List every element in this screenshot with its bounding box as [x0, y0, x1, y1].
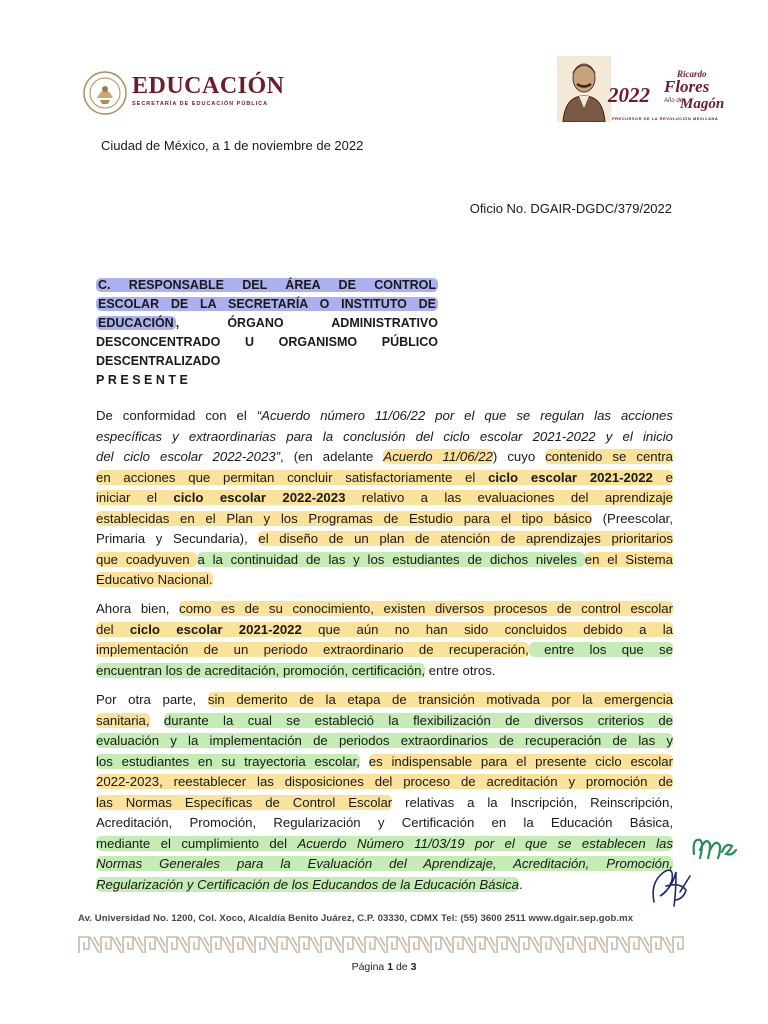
paragraph-2: [96, 599, 673, 681]
highlight-green: los estudiantes en su trayectoria escolar,: [96, 753, 360, 769]
highlight-yellow: que aún no han sido concluidos debido a la: [301, 621, 674, 637]
highlight-yellow: sin demerito de la etapa de transición motivada por la emergencia: [207, 692, 673, 707]
addressee-line-3: , ÓRGANO ADMINISTRATIVO: [175, 316, 438, 330]
highlight-yellow: como es de su conocimiento, existen diversos procesos de control escolar: [179, 601, 673, 616]
year-badge-ano-de: Año de: [664, 98, 684, 104]
highlight-green: a la continuidad de las y los estudiantes de dichos niveles: [197, 551, 585, 567]
handwritten-initials-icon: [688, 832, 740, 864]
text-run: relativas a la Inscripción, Reinscripción,: [392, 794, 673, 810]
text-run: Primaria y Secundaria),: [96, 531, 259, 546]
greca-pattern-icon: [78, 935, 684, 955]
year-badge-year: 2022: [608, 83, 650, 107]
highlight-green: evaluación y la implementación de periodos extraordinarios de recuperación de las y: [96, 733, 673, 748]
footer-address: Av. Universidad No. 1200, Col. Xoco, Alcaldía Benito Juárez, C.P. 03330, CDMX Tel: (55) 3600 2511 www.dgair.sep.gob.mx: [78, 913, 634, 924]
text-run: específicas y extraordinarias para la conclusión del ciclo escolar 2021-2022 y el inicio: [96, 428, 673, 444]
date-line: Ciudad de México, a 1 de noviembre de 2022: [101, 138, 364, 153]
text-run: (Preescolar,: [591, 510, 674, 526]
text-run: Acreditación, Promoción, Regularización y Certificación en la Educación Básica,: [96, 815, 673, 830]
page-prefix: Página: [351, 961, 388, 973]
highlight-green: durante la cual se estableció la flexibilización de diversos criterios de: [163, 712, 673, 728]
highlight-yellow: establecidas en el Plan y los Programas de Estudio para el tipo básico: [96, 510, 592, 526]
highlight-yellow: contenido se centra: [545, 449, 674, 464]
page-number: [0, 961, 768, 973]
highlight-bold: ciclo escolar 2021-2022: [129, 621, 302, 637]
year-badge-magon: Magón: [680, 96, 725, 112]
highlight-yellow: es indispensable para el presente ciclo escolar: [368, 753, 673, 769]
page-total: 3: [410, 961, 417, 973]
page-current: 1: [387, 961, 394, 973]
logo-subtitle: SECRETARÍA DE EDUCACIÓN PÚBLICA: [132, 101, 269, 107]
highlight-yellow: implementación de un periodo extraordinario de recuperación,: [96, 642, 529, 657]
logo-title: EDUCACIÓN: [132, 73, 285, 99]
highlight-yellow: iniciar el: [96, 490, 174, 505]
highlight-italic: Acuerdo Número 11/03/19 por el que se establecen las: [297, 835, 673, 851]
text-run: entre otros.: [425, 662, 496, 678]
highlight-yellow: en acciones que permitan concluir satisfactoriamente el: [96, 469, 489, 485]
highlight-bold: ciclo escolar 2022-2023: [173, 490, 346, 505]
text-run: ) cuyo: [492, 449, 546, 464]
highlight-green: mediante el cumplimiento del: [96, 835, 298, 851]
highlight-green: encuentran los de acreditación, promoción, certificación,: [96, 662, 426, 678]
highlight-yellow: Educativo Nacional.: [96, 572, 213, 587]
highlight-yellow: e: [652, 469, 673, 485]
presente-label: PRESENTE: [96, 373, 192, 387]
text-run: Por otra parte,: [96, 692, 208, 707]
highlight-yellow: en el Sistema: [584, 551, 673, 567]
addressee-line-4: DESCONCENTRADO U ORGANISMO PÚBLICO: [96, 335, 438, 349]
text-run: De conformidad con el: [96, 408, 257, 423]
highlight-yellow: 2022-2023, reestablecer las disposiciones del proceso de acreditación y promoción de: [96, 774, 673, 789]
text-run: , (en adelante: [280, 449, 384, 464]
paragraph-1: [96, 406, 673, 591]
paragraph-3: [96, 690, 673, 895]
highlight-bold: ciclo escolar 2021-2022: [488, 469, 653, 485]
addressee-line-2: ESCOLAR DE LA SECRETARÍA O INSTITUTO DE: [98, 297, 436, 311]
text-run: [360, 754, 369, 769]
highlight-yellow: sanitaria,: [96, 712, 150, 728]
year-badge-caption: PRECURSOR DE LA REVOLUCIÓN MEXICANA: [612, 116, 719, 121]
addressee-block: [96, 276, 438, 390]
addressee-line-1: C. RESPONSABLE DEL ÁREA DE CONTROL: [98, 278, 436, 292]
highlight-yellow: el diseño de un plan de atención de aprendizajes prioritarios: [258, 531, 674, 546]
highlight-yellow: Acuerdo 11/06/22: [383, 449, 493, 464]
highlight-green: Normas Generales para la Evaluación del Aprendizaje, Acreditación, Promoción,: [96, 856, 673, 871]
highlight-yellow: relativo a las evaluaciones del aprendizaje: [345, 490, 674, 505]
text-run: Ahora bien,: [96, 601, 180, 616]
highlight-yellow: que coadyuven: [96, 551, 198, 567]
oficio-number: Oficio No. DGAIR-DGDC/379/2022: [469, 201, 672, 216]
coat-of-arms-icon: [82, 70, 128, 116]
signature-icon: [646, 862, 692, 914]
text-run: “Acuerdo número 11/06/22 por el que se regulan las acciones: [256, 408, 673, 423]
year-badge-flores: Flores: [664, 77, 710, 96]
portrait-icon: [557, 56, 611, 122]
addressee-line-3-highlight: EDUCACIÓN: [98, 316, 174, 330]
page-mid: de: [393, 961, 411, 973]
highlight-yellow: las Normas Específicas de Control Escolar: [96, 794, 393, 810]
year-badge-ricardo: Ricardo: [677, 69, 707, 79]
text-run: del ciclo escolar 2022-2023”: [96, 449, 281, 464]
text-run: [150, 713, 164, 728]
highlight-green: entre los que se: [528, 642, 673, 657]
highlight-green: Regularización y Certificación de los Educandos de la Educación Básica: [96, 876, 519, 892]
addressee-line-5: DESCENTRALIZADO: [96, 354, 221, 368]
highlight-yellow: del: [96, 621, 130, 637]
text-run: .: [518, 876, 523, 892]
